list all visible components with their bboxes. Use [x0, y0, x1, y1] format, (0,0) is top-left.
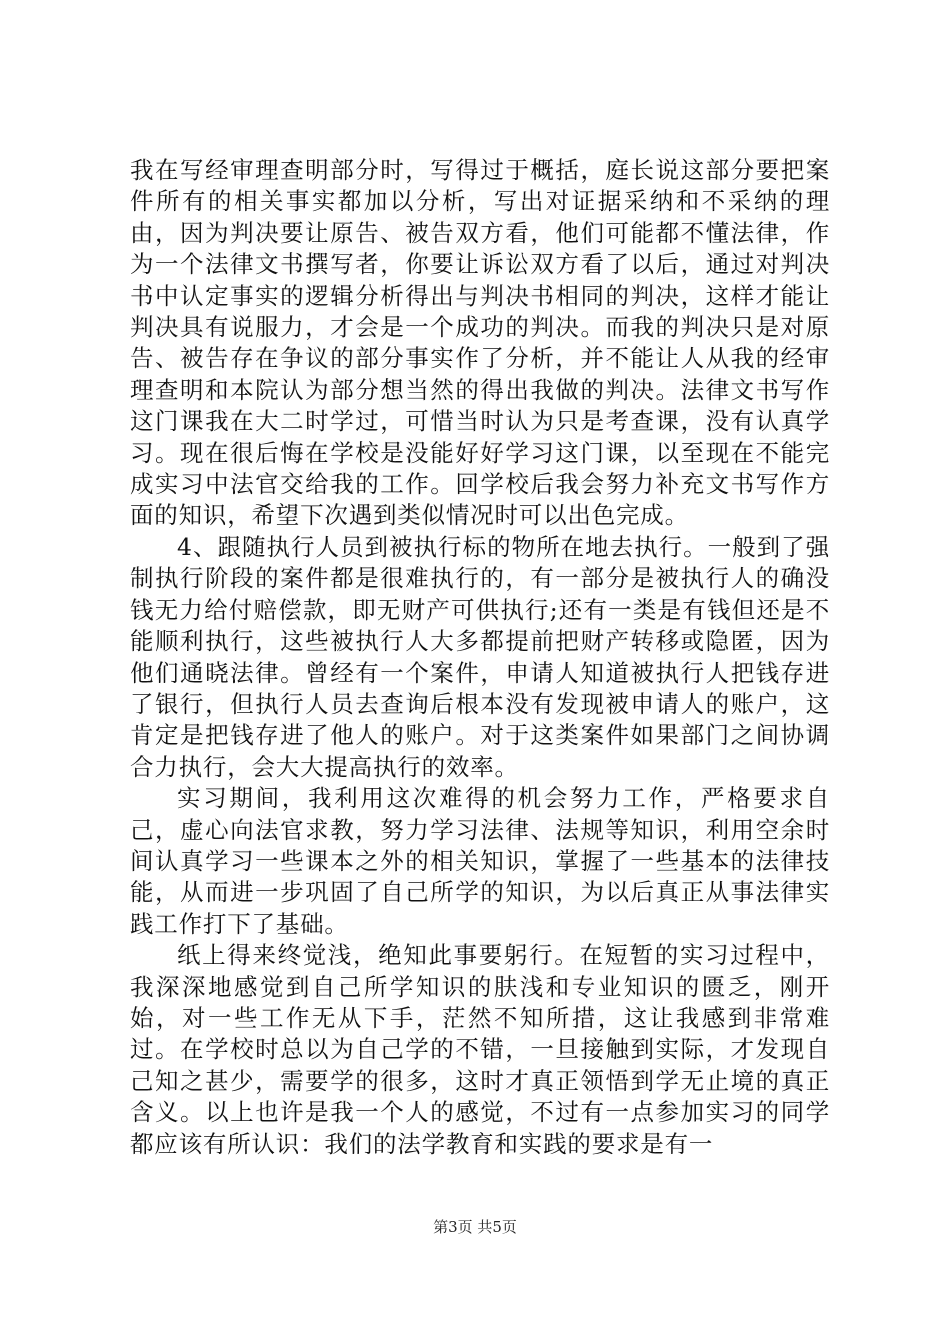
page-number-footer: 第3页 共5页: [433, 1218, 517, 1236]
paragraph-4: 纸上得来终觉浅，绝知此事要躬行。在短暂的实习过程中，我深深地感觉到自己所学知识的肤浅和专业知识的匮乏，刚开始，对一些工作无从下手，茫然不知所措，这让我感到非常难过。在学校时总以为自己学的不错，一旦接触到实际，才发现自己知之甚少，需要学的很多，这时才真正领悟到学无止境的真正含义。以上也许是我一个人的感觉，不过有一点参加实习的同学都应该有所认识：我们的法学教育和实践的要求是有一: [130, 941, 830, 1158]
document-body: [130, 155, 830, 1160]
paragraph-2: 4、跟随执行人员到被执行标的物所在地去执行。一般到了强制执行阶段的案件都是很难执行的，有一部分是被执行人的确没钱无力给付赔偿款，即无财产可供执行;还有一类是有钱但还是不能顺利执行，这些被执行人大多都提前把财产转移或隐匿，因为他们通晓法律。曾经有一个案件，申请人知道被执行人把钱存进了银行，但执行人员去查询后根本没有发现被申请人的账户，这肯定是把钱存进了他人的账户。对于这类案件如果部门之间协调合力执行，会大大提高执行的效率。: [130, 532, 830, 781]
paragraph-1: 我在写经审理查明部分时，写得过于概括，庭长说这部分要把案件所有的相关事实都加以分析，写出对证据采纳和不采纳的理由，因为判决要让原告、被告双方看，他们可能都不懂法律，作为一个法律文书撰写者，你要让诉讼双方看了以后，通过对判决书中认定事实的逻辑分析得出与判决书相同的判决，这样才能让判决具有说服力，才会是一个成功的判决。而我的判决只是对原告、被告存在争议的部分事实作了分析，并不能让人从我的经审理查明和本院认为部分想当然的得出我做的判决。法律文书写作这门课我在大二时学过，可惜当时认为只是考查课，没有认真学习。现在很后悔在学校是没能好好学习这门课，以至现在不能完成实习中法官交给我的工作。回学校后我会努力补充文书写作方面的知识，希望下次遇到类似情况时可以出色完成。: [130, 156, 830, 530]
paragraph-3: 实习期间，我利用这次难得的机会努力工作，严格要求自己，虚心向法官求教，努力学习法律、法规等知识，利用空余时间认真学习一些课本之外的相关知识，掌握了一些基本的法律技能，从而进一步巩固了自己所学的知识，为以后真正从事法律实践工作打下了基础。: [130, 784, 830, 938]
